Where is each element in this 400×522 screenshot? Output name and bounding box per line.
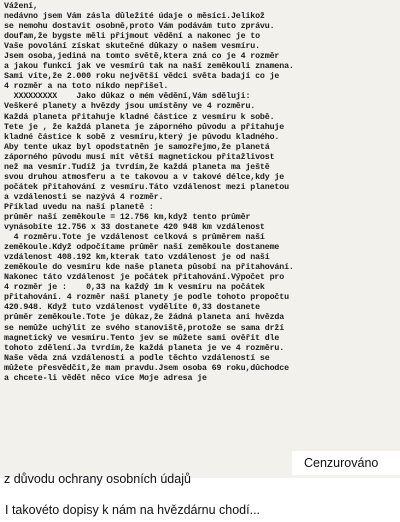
censor-reason: z důvodu ochrany osobních údajů	[4, 472, 191, 486]
letter-line: počátek přitahování z vesmíru.Táto vzdálenost mezi planetou	[4, 182, 289, 192]
letter-line: XXXXXXXXX Jako důkaz o mém vědění,Vám sděluji:	[4, 92, 251, 102]
letter-line: Aby tente ukaz byl opodstatněn je samozřejmo,že planetá	[4, 142, 270, 152]
letter-line: Vaše povolání získat skutečné důkazy o našem vesmíru.	[4, 42, 260, 52]
letter-line: se nemůže uchýlit ze svého stanoviště,protože se sama drží	[4, 323, 285, 333]
letter-line: a chcete-li vědět něco více Moje adresa je	[4, 373, 207, 383]
letter-line: a jakou funkci jak ve vesmírů tak na naší zeměkouli znamena.	[4, 62, 294, 72]
letter-line: zeměkoule do vesmíru kde naše planeta působí na přitahování.	[4, 263, 294, 273]
letter-line: magnetický ve vesmíru.Tento jev se můžete sami ověřit dle	[4, 333, 280, 343]
letter-line: přitahování. 4 rozměr naší planety je podle tohoto propočtu	[4, 293, 289, 303]
letter-line: vzdálenost 408.192 km,kterak tato vzdálenost je od naší	[4, 253, 270, 263]
letter-line: a vzdálenosti se nazývá 4 rozměr.	[4, 192, 164, 202]
letter-line: se nemohu dostavit osobně,proto Vám podávám tuto zprávu.	[4, 22, 275, 32]
letter-line: můžete přesvědčit,že mam pravdu.Jsem osoba 69 roku,důchodce	[4, 363, 289, 373]
letter-body	[4, 2, 398, 384]
letter-line: Sami víte,že 2.000 roku největší vědci světa badají co je	[4, 72, 280, 82]
letter-line: svou druhou atmosferu a te takovou a v takové délce,kdy je	[4, 172, 285, 182]
letter-line: Nakonec táto vzdálenost je počátek přitahování.Výpočet pro	[4, 273, 285, 283]
letter-line: Tete je , že každá planeta je záporného původu a přitahuje	[4, 122, 285, 132]
letter-line: záporného původu musí mít větší magnetickou přitažlivost	[4, 152, 275, 162]
letter-line: průměr naší zeměkoule = 12.756 km,když tento průměr	[4, 212, 251, 222]
letter-line: než ma vesmír.Tudíž ja tvrdím,že každá planeta ma ještě	[4, 162, 270, 172]
letter-line: Vážení,	[4, 2, 38, 11]
letter-line: 4 rozměr je : 0,33 na každý 1m k vesmíru na počátek	[4, 283, 265, 293]
letter-line: 4 rozměr a na toto nikdo nepřišel.	[4, 82, 169, 92]
letter-line: Příklad uvedu na naší planetě :	[4, 202, 154, 212]
letter-line: doufam,že bygste měli přijmout vědění a nakonec je to	[4, 32, 260, 42]
letter-line: vynásobíte 12.756 x 33 dostanete 420 948 km vzdálenost	[4, 223, 265, 233]
censored-label: Cenzurováno	[304, 456, 379, 470]
letter-line: 4 rozměru.Tote je vzdálenost celková s průměrem naší	[4, 233, 265, 243]
letter-line: tohoto zdělení.Ja tvrdím,že každá planeta je ve 4 rozměru.	[4, 343, 285, 353]
letter-line: průměr zeměkoule.Tote je důkaz,že žádná planeta ani hvězda	[4, 313, 285, 323]
page-caption: I takovéto dopisy k nám na hvězdárnu chodí...	[5, 503, 261, 517]
letter-line: kladné částice k sobě z vesmíru,který je původu kladného.	[4, 132, 280, 142]
letter-line: Jsem osoba,jediná na tomto světě,ktera zná co je 4 rozměr	[4, 52, 280, 62]
letter-line: 420.948. Když tuto vzdálenost vydělíte 0,33 dostanete	[4, 303, 260, 313]
letter-line: Veškeré planety a hvězdy jsou umístěny ve 4 rozměru.	[4, 102, 256, 112]
letter-line: nedávno jsem Vám zásla důležité údaje o měsíci.Jelikož	[4, 12, 265, 22]
letter-line: Každá planeta přitahuje kladné částice z vesmíru k sobě.	[4, 112, 275, 122]
letter-line: zeměkoule.Když odpočítame průměr naší zeměkoule dostaneme	[4, 243, 280, 253]
letter-line: Naše věda zná vzdálenosti a podle těchto vzdáleností se	[4, 353, 270, 363]
